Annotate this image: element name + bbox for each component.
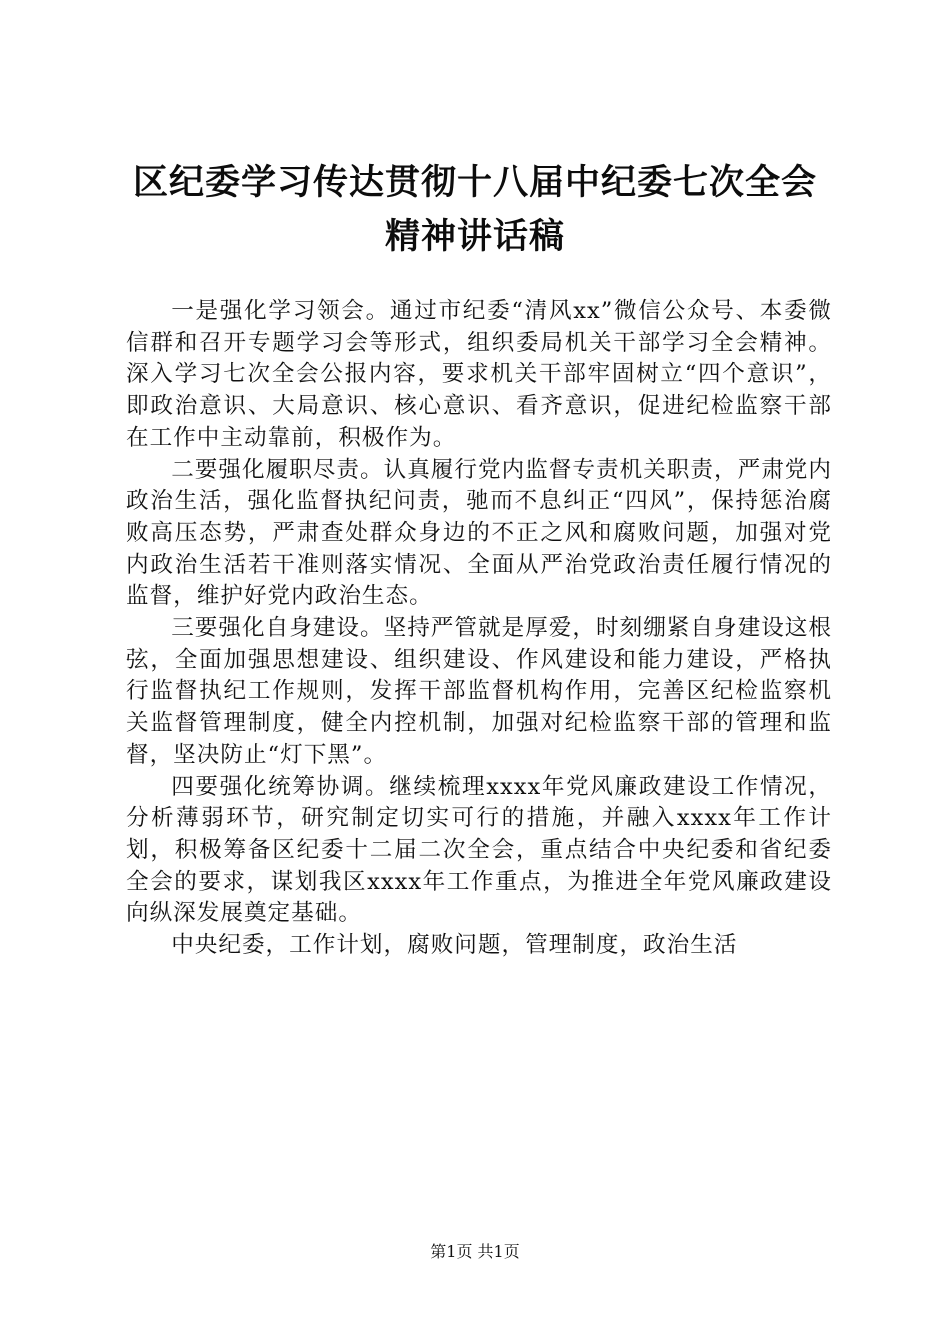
page-number-footer: 第1页 共1页 (430, 1242, 520, 1261)
keywords-line: 中央纪委，工作计划，腐败问题，管理制度，政治生活 (171, 932, 738, 959)
paragraph-1: 一是强化学习领会。通过市纪委“清风xx”微信公众号、本委微信群和召开专题学习会等形式，组织委局机关干部学习全会精神。深入学习七次全会公报内容，要求机关干部牢固树立“四个意识”，即政治意识、大局意识、核心意识、看齐意识，促进纪检监察干部在工作中主动靠前，积极作为。 (126, 298, 832, 451)
paragraph-2: 二要强化履职尽责。认真履行党内监督专责机关职责，严肃党内政治生活，强化监督执纪问责，驰而不息纠正“四风”，保持惩治腐败高压态势，严肃查处群众身边的不正之风和腐败问题，加强对党内政治生活若干准则落实情况、全面从严治党政治责任履行情况的监督，维护好党内政治生态。 (126, 456, 832, 610)
document-title: 区纪委学习传达贯彻十八届中纪委七次全会精神讲话稿 (132, 163, 817, 257)
paragraph-3: 三要强化自身建设。坚持严管就是厚爱，时刻绷紧自身建设这根弦，全面加强思想建设、组织建设、作风建设和能力建设，严格执行监督执纪工作规则，发挥干部监督机构作用，完善区纪检监察机关监督管理制度，健全内控机制，加强对纪检监察干部的管理和监督，坚决防止“灯下黑”。 (126, 615, 832, 768)
document-body (126, 296, 832, 962)
paragraph-4: 四要强化统筹协调。继续梳理xxxx年党风廉政建设工作情况，分析薄弱环节，研究制定切实可行的措施，并融入xxxx年工作计划，积极筹备区纪委十二届二次全会，重点结合中央纪委和省纪委全会的要求，谋划我区xxxx年工作重点，为推进全年党风廉政建设向纵深发展奠定基础。 (126, 773, 832, 927)
